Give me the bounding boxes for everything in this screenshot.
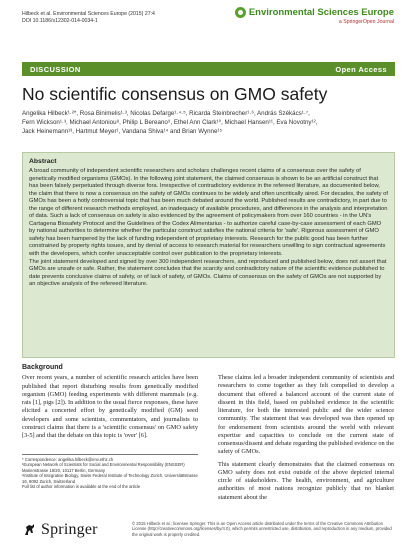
author-line: Angelika Hilbeck¹·²*, Rosa Binimelis¹·³, Nicolas Defarge¹·⁴·⁵, Ricarda Steinbrecher¹·⁶, András Székács¹·⁷, — [22, 110, 310, 117]
journal-name-row — [235, 7, 394, 18]
affiliation-note: ¹European Network of Scientists for Social and Environmental Responsibility (ENSSER) Marienstrasse 19/20, 10117 Berlin, Germany — [22, 462, 185, 473]
page-footer — [22, 519, 395, 547]
abstract-paragraph: A broad community of independent scientific researchers and scholars challenges recent claims of a consensus over the safety of genetically modified organisms (GMOs). In the following joint statement, the claimed consensus is shown to be an artificial construct that has been falsely perpetuated through diverse fora. Irrespective of contradictory evidence in the refereed literature, as documented below, the claim that there is now a consensus on the safety of GMOs continues to be widely and often uncritically aired. For decades, the safety of GMOs has been a hotly controversial topic that has been much debated around the world. Published results are contradictory, in part due to the range of different research methods employed, an inadequacy of available procedures, and differences in the analysis and interpretation of data. Such a lack of consensus on safety is also evidenced by the agreement of policymakers from over 160 countries - in the UN's Cartagena Biosafety Protocol and the Guidelines of the Codex Alimentarius - to authorize careful case-by-case assessment of each GMO by national authorities to determine whether the particular construct satisfies the national criteria for 'safe'. Rigorous assessment of GMO safety has been hampered by the lack of funding independent of proprietary interests. Research for the public good has been further constrained by property rights issues, and by denial of access to research material for researchers unwilling to sign contractual agreements with the developers, which confer unacceptable control over publication to the proprietary interests. — [29, 168, 388, 258]
license-text: © 2015 Hilbeck et al.; licensee Springer. This is an Open Access article distributed under the terms of the Creative Commons Attribution License (http://creativecommons.org/licenses/by/4.0), which permits unrestricted use, distribution, and reproduction in any medium, provided the original work is properly credited. — [132, 521, 392, 537]
journal-tagline: a SpringerOpen Journal — [338, 19, 394, 25]
doi-line[interactable]: DOI 10.1186/s12302-014-0034-1 — [22, 18, 98, 24]
body-paragraph: This statement clearly demonstrates that the claimed consensus on GMO safety does not exist outside of the above depicted internal circle of stakeholders. The health, environment, and agriculture authorities of most nations recognize publicly that no blanket statement about the — [218, 460, 394, 501]
open-access-label: Open Access — [335, 64, 387, 74]
author-line: Jack Heinemann¹³, Hartmut Meyer¹, Vandana Shiva¹⁴ and Brian Wynne¹⁵ — [22, 127, 223, 135]
correspondence-note[interactable]: * Correspondence: angelika.hilbeck@env.ethz.ch — [22, 457, 114, 462]
left-column — [22, 364, 198, 440]
publisher-name: Springer — [41, 521, 98, 538]
section-band — [22, 62, 395, 76]
abstract-box — [22, 152, 395, 358]
abstract-body — [29, 168, 388, 289]
abstract-heading: Abstract — [29, 158, 57, 165]
body-paragraph: These claims led a broader independent community of scientists and researchers to come together as they felt compelled to develop a document that offered a balanced account of the current state of dissent in this field, based on published evidence in the scientific literature, for both the interested public and the wider science community. The statement that was developed was then opened up for endorsement from scientists around the world with relevant expertise and capacities to conclude on the current state of consensus/dissent and debate regarding the published evidence on the safety of GMOs. — [218, 374, 394, 456]
background-paragraph: Over recent years, a number of scientific research articles have been published that report disturbing results from genetically modified organism (GMO) feeding experiments with different mammals (e.g. rats [1], pigs [2]). In addition to the usual fierce responses, these have elicited a concerted effort by genetically modified (GM) seed developers and some scientists, commentators, and journalists to construct claims that there is a 'scientific consensus' on GMO safety [3-5] and that the debate on this topic is 'over' [6]. — [22, 374, 198, 439]
author-list — [22, 110, 392, 136]
publisher-logo — [22, 521, 98, 539]
journal-header — [235, 7, 394, 25]
right-column — [218, 374, 394, 502]
citation-line: Hilbeck et al. Environmental Sciences Europe (2015) 27:4 — [22, 11, 155, 17]
section-label: DISCUSSION — [30, 64, 81, 74]
background-heading: Background — [22, 364, 63, 371]
springer-horse-icon — [22, 522, 38, 538]
author-line: Fern Wickson¹·³, Michael Antoniou⁸, Philip L Bereano⁹, Ethel Ann Clark¹⁰, Michael Hansen¹¹, Eva Novotny¹², — [22, 118, 318, 126]
abstract-paragraph: The joint statement developed and signed by over 300 independent researchers, and reproduced and published below, does not assert that GMOs are unsafe or safe. Rather, the statement concludes that the scarcity and contradictory nature of the scientific evidence published to date prevents conclusive claims of safety, or of lack of safety, of GMOs. Claims of consensus on the safety of GMOs are not supported by an objective analysis of the refereed literature. — [29, 258, 387, 288]
citation-header — [22, 11, 155, 25]
footnotes — [22, 454, 198, 489]
journal-logo-icon — [235, 7, 246, 18]
article-title: No scientific consensus on GMO safety — [22, 84, 328, 104]
journal-title: Environmental Sciences Europe — [248, 7, 394, 18]
affiliation-note: ²Institute of Integrative Biology, Swiss Federal Institute of Technology Zurich, Universitätstrasse 16, 8092 Zurich, Switzerland — [22, 473, 198, 484]
author-info-note: Full list of author information is available at the end of the article — [22, 484, 141, 490]
